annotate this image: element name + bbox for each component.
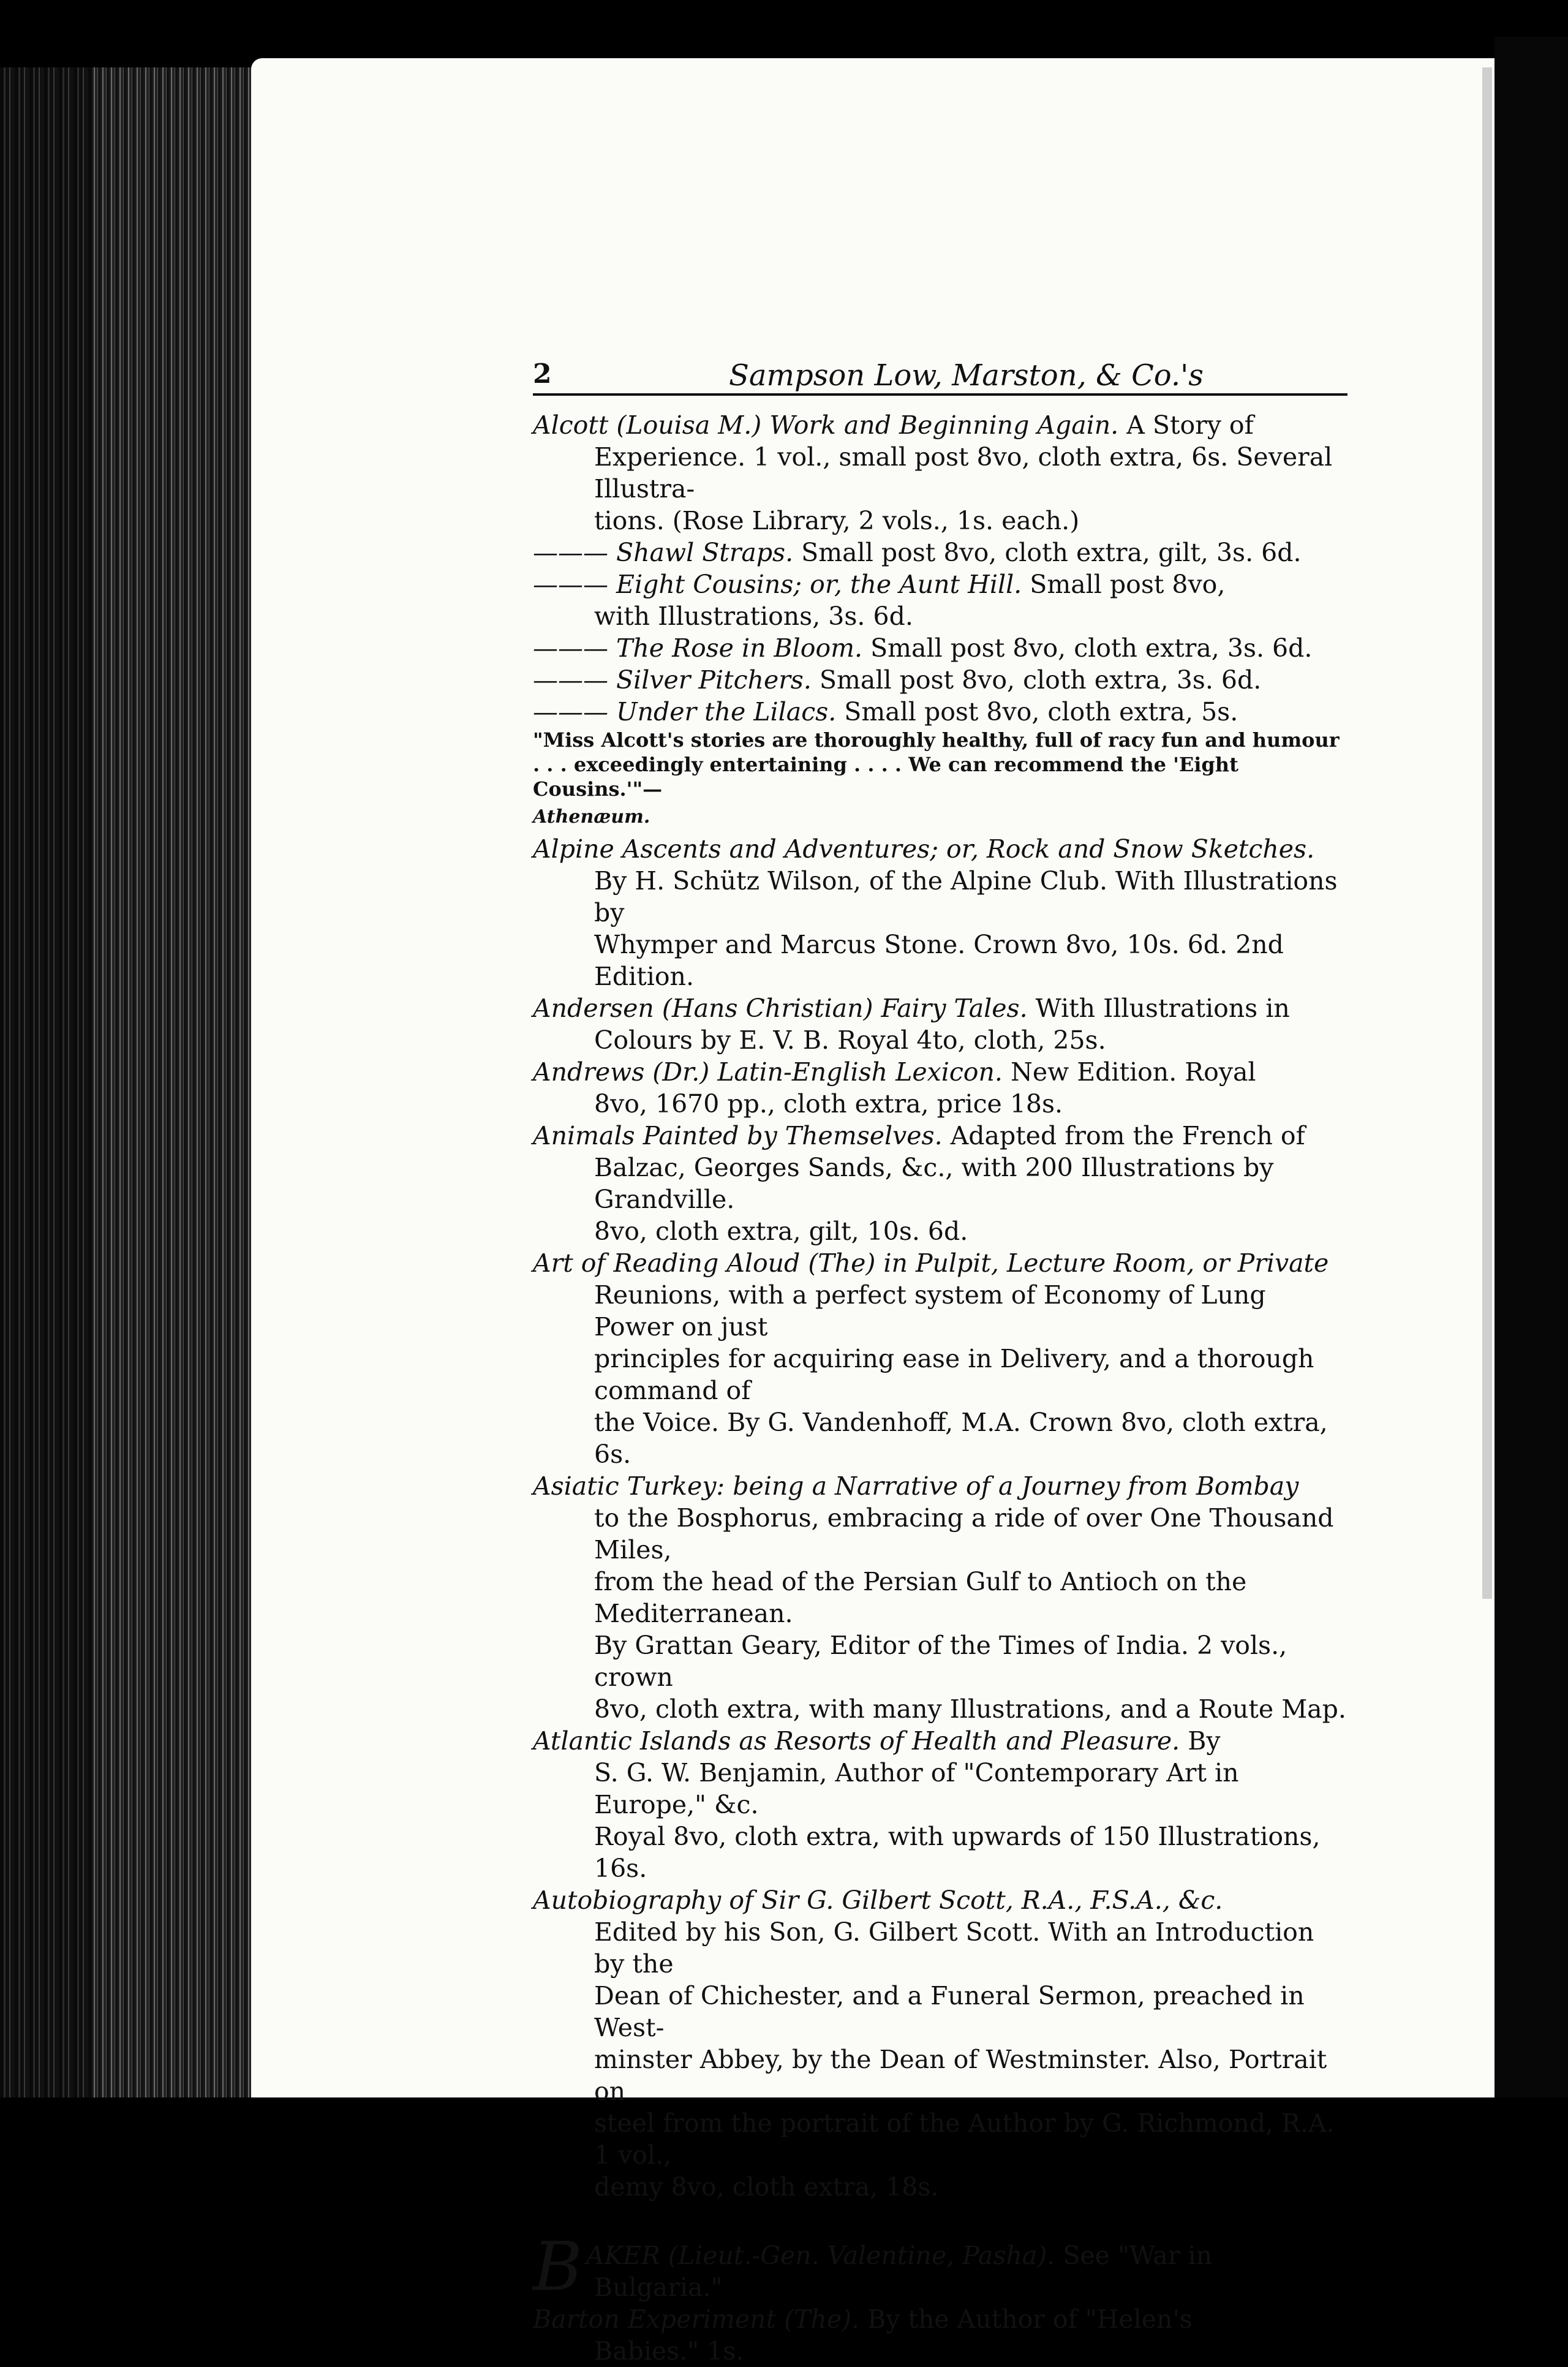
entry-tail: Small post 8vo, [1022, 570, 1226, 599]
entry-description: the Voice. By G. Vandenhoff, M.A. Crown 8vo, cloth extra, 6s. [594, 1408, 1328, 1469]
entry-title: ——— Under the Lilacs. [533, 697, 837, 727]
catalogue-entry [533, 1247, 1348, 1470]
entry-description: Royal 8vo, cloth extra, with upwards of 150 Illustrations, 16s. [594, 1822, 1321, 1883]
entry-description: with Illustrations, 3s. 6d. [594, 602, 913, 631]
entry-description: Experience. 1 vol., small post 8vo, cloth extra, 6s. Several Illustra- [594, 442, 1333, 504]
entry-title: ——— The Rose in Bloom. [533, 633, 863, 663]
entry-headline [533, 1056, 1348, 1088]
entry-headline [533, 632, 1348, 664]
entry-tail: By [1180, 1726, 1221, 1756]
catalogue-entry [533, 833, 1348, 992]
entry-title: Atlantic Islands as Resorts of Health and Pleasure. [533, 1726, 1180, 1756]
entry-description: By H. Schütz Wilson, of the Alpine Club. With Illustrations by [594, 866, 1338, 927]
entry-title: Barton Experiment (The). [533, 2305, 860, 2334]
entry-headline [533, 1247, 1348, 1279]
catalogue-entry [533, 2227, 1348, 2306]
catalogue-entry [533, 696, 1348, 728]
catalogue-entries [533, 409, 1348, 2367]
entry-title: Alcott (Louisa M.) Work and Beginning Again. [533, 410, 1119, 440]
entry-title: ——— Eight Cousins; or, the Aunt Hill. [533, 570, 1022, 599]
entry-description: 8vo, 1670 pp., cloth extra, price 18s. [594, 1089, 1063, 1119]
right-page-edge [1482, 67, 1492, 1599]
entry-headline [533, 1470, 1348, 1502]
entry-description: Dean of Chichester, and a Funeral Sermon, preached in West- [594, 1981, 1305, 2042]
catalogue-entry [533, 632, 1348, 664]
page-edges [92, 37, 257, 2097]
entry-description: steel from the portrait of the Author by G. Richmond, R.A. 1 vol., [594, 2108, 1335, 2170]
running-title: Sampson Low, Marston, & Co.'s [729, 358, 1204, 393]
entry-description: Balzac, Georges Sands, &c., with 200 Illustrations by Grandville. [594, 1153, 1274, 1214]
catalogue-entry [533, 1725, 1348, 1884]
entry-description: Edited by his Son, G. Gilbert Scott. With an Introduction by the [594, 1917, 1314, 1979]
entry-tail: A Story of [1118, 410, 1254, 440]
entry-description: 8vo, cloth extra, with many Illustrations, and a Route Map. [594, 1694, 1346, 1724]
entry-description: Whymper and Marcus Stone. Crown 8vo, 10s. 6d. 2nd Edition. [594, 930, 1284, 991]
entry-description: 8vo, cloth extra, gilt, 10s. 6d. [594, 1217, 968, 1246]
entry-title: Andersen (Hans Christian) Fairy Tales. [533, 994, 1028, 1023]
section-gap [533, 2203, 1348, 2240]
entry-tail: Adapted from the French of [942, 1121, 1305, 1150]
entry-title: Andrews (Dr.) Latin-English Lexicon. [533, 1057, 1003, 1087]
entry-description: principles for acquiring ease in Delivery, and a thorough command of [594, 1344, 1314, 1405]
entry-tail: With Illustrations in [1027, 994, 1290, 1023]
entry-headline [533, 992, 1348, 1024]
drop-cap: B [533, 2227, 582, 2306]
entry-description: minster Abbey, by the Dean of Westminster. Also, Portrait on [594, 2045, 1327, 2106]
entry-tail: Small post 8vo, cloth extra, 5s. [836, 697, 1238, 727]
entry-description: from the head of the Persian Gulf to Antioch on the Mediterranean. [594, 1567, 1247, 1628]
entry-tail: New Edition. Royal [1002, 1057, 1256, 1087]
entry-tail: See "War in [1055, 2241, 1212, 2270]
entry-tail: By the Author of "Helen's [859, 2305, 1193, 2334]
entry-title: Art of Reading Aloud (The) in Pulpit, Lecture Room, or Private [533, 1248, 1329, 1278]
entry-description: tions. (Rose Library, 2 vols., 1s. each.) [594, 506, 1080, 535]
entry-description: Babies." 1s. [594, 2336, 744, 2366]
review-source: Athenæum. [533, 806, 650, 828]
entry-description: Reunions, with a perfect system of Economy of Lung Power on just [594, 1280, 1266, 1342]
review-quote: "Miss Alcott's stories are thoroughly healthy, full of racy fun and humour . . . exceedingly entertaining . . . . We can recommend the 'Eight Cousins.'"— [533, 728, 1340, 801]
top-shadow [0, 0, 1568, 67]
entry-title: Animals Painted by Themselves. [533, 1121, 943, 1150]
entry-headline [533, 1120, 1348, 1152]
catalogue-entry [533, 1056, 1348, 1120]
catalogue-entry [533, 568, 1348, 632]
catalogue-entry [533, 537, 1348, 568]
catalogue-entry [533, 1120, 1348, 1247]
entry-headline [533, 833, 1348, 865]
right-shadow [1494, 37, 1568, 2097]
entry-title: ——— Shawl Straps. [533, 538, 794, 567]
entry-headline [533, 696, 1348, 728]
entry-description: By Grattan Geary, Editor of the Times of India. 2 vols., crown [594, 1631, 1287, 1692]
catalogue-entry [533, 1470, 1348, 1725]
entry-headline [533, 537, 1348, 568]
catalogue-entry [533, 409, 1348, 537]
catalogue-entry [533, 992, 1348, 1056]
entry-headline [533, 409, 1348, 441]
entry-title: Autobiography of Sir G. Gilbert Scott, R.A., F.S.A., &c. [533, 1886, 1223, 1915]
entry-description: Bulgaria." [594, 2273, 723, 2302]
entry-headline [533, 568, 1348, 600]
entry-headline [533, 664, 1348, 696]
entry-tail: Small post 8vo, cloth extra, 3s. 6d. [862, 633, 1313, 663]
entry-description: Colours by E. V. B. Royal 4to, cloth, 25s. [594, 1025, 1106, 1055]
header-rule [533, 393, 1348, 396]
entry-headline [533, 2303, 1348, 2335]
catalogue-entry [533, 728, 1348, 833]
catalogue-entry [533, 664, 1348, 696]
catalogue-entry [533, 1884, 1348, 2203]
entry-tail: Small post 8vo, cloth extra, 3s. 6d. [811, 665, 1262, 695]
entry-title: Asiatic Turkey: being a Narrative of a Journey from Bombay [533, 1471, 1299, 1501]
entry-title: AKER (Lieut.-Gen. Valentine, Pasha). [586, 2241, 1055, 2270]
catalogue-entry [533, 2303, 1348, 2367]
entry-description: to the Bosphorus, embracing a ride of over One Thousand Miles, [594, 1503, 1334, 1565]
entry-title: Alpine Ascents and Adventures; or, Rock and Snow Sketches. [533, 834, 1315, 864]
entry-tail: Small post 8vo, cloth extra, gilt, 3s. 6d. [793, 538, 1302, 567]
entry-description: demy 8vo, cloth extra, 18s. [594, 2172, 939, 2202]
entry-headline [533, 1884, 1348, 1916]
entry-title: ——— Silver Pitchers. [533, 665, 812, 695]
entry-headline [533, 1725, 1348, 1757]
page-number: 2 [533, 358, 552, 390]
entry-description: S. G. W. Benjamin, Author of "Contemporary Art in Europe," &c. [594, 1758, 1239, 1819]
